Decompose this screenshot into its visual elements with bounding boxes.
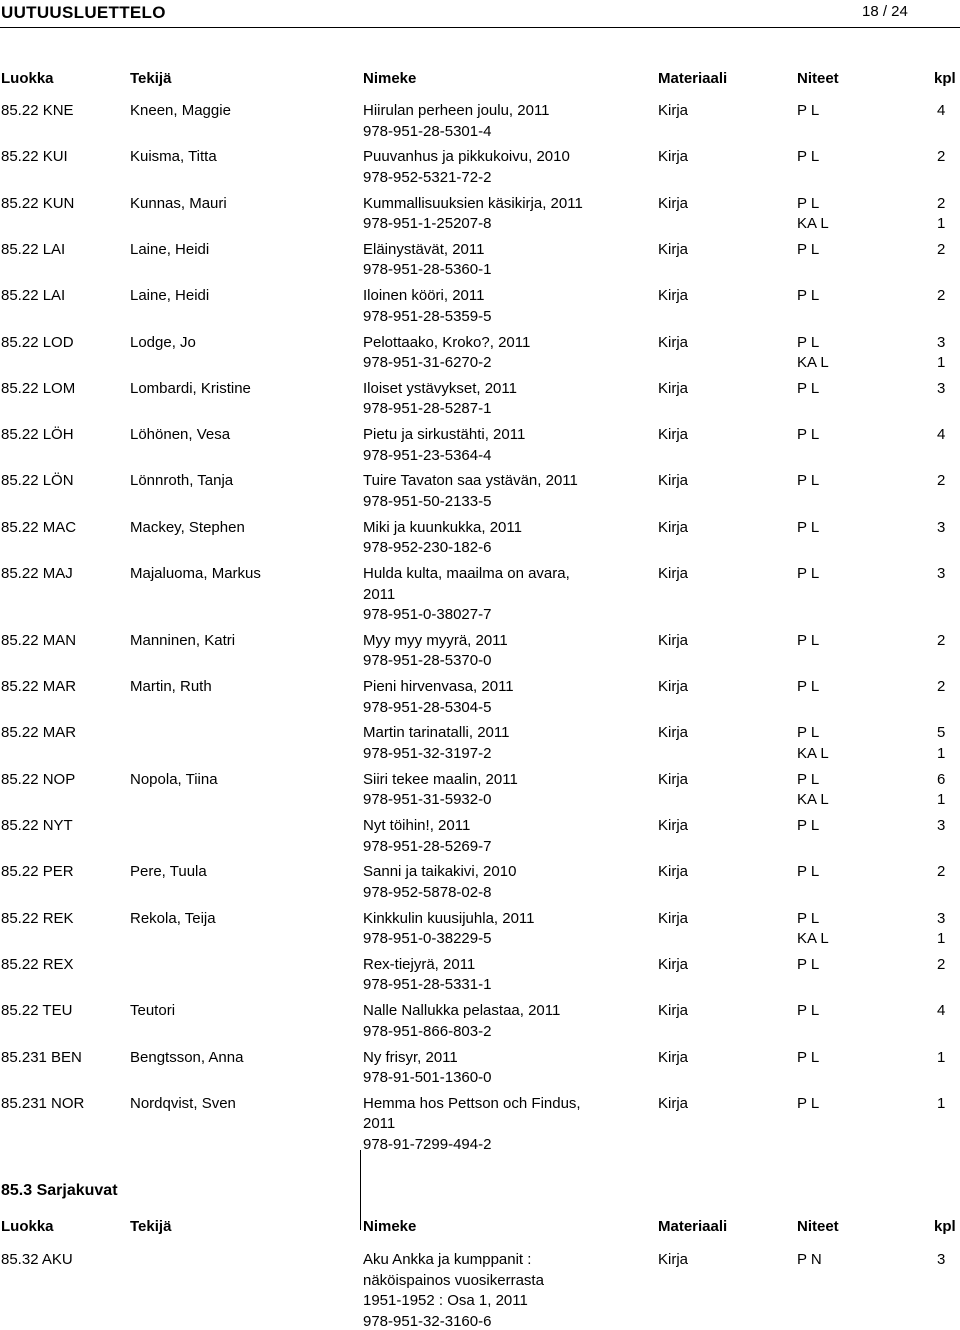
item-luokka: 85.22 LÖH <box>1 426 74 444</box>
item-luokka: 85.22 MAJ <box>1 565 73 582</box>
item-kpl: 1 <box>937 1048 946 1066</box>
item-nimeke: 2011 <box>363 585 396 603</box>
item-nimeke: Martin tarinatalli, 2011 <box>363 724 510 742</box>
column-header-row <box>0 70 960 90</box>
item-isbn: 978-951-50-2133-5 <box>363 492 492 510</box>
item-luokka: 85.32 AKU <box>1 1251 73 1268</box>
item-kpl: 1 <box>937 930 946 948</box>
item-kpl: 6 <box>937 770 946 788</box>
item-luokka: 85.22 MAN <box>1 631 77 649</box>
item-materiaali: Kirja <box>658 1251 689 1268</box>
item-nimeke: näköispainos vuosikerrasta <box>363 1271 544 1289</box>
item-isbn: 978-951-31-5932-0 <box>363 791 492 809</box>
page-number: 18 / 24 <box>862 3 908 20</box>
item-materiaali: Kirja <box>658 631 689 649</box>
item-kpl: 2 <box>937 955 946 973</box>
item-tekija: Rekola, Teija <box>130 909 216 927</box>
item-tekija: Laine, Heidi <box>130 287 210 305</box>
item-niteet: P L <box>797 148 820 166</box>
item-tekija: Teutori <box>130 1002 176 1020</box>
item-tekija: Nordqvist, Sven <box>130 1094 236 1112</box>
item-tekija: Kunnas, Mauri <box>130 194 227 212</box>
item-isbn: 978-951-32-3160-6 <box>363 1312 492 1330</box>
item-materiaali: Kirja <box>658 955 689 973</box>
item-materiaali: Kirja <box>658 426 689 444</box>
column-header-materiaali: Materiaali <box>658 70 728 87</box>
item-luokka: 85.22 MAC <box>1 518 77 536</box>
item-kpl: 5 <box>937 724 946 742</box>
item-luokka: 85.22 REX <box>1 955 74 973</box>
item-isbn: 978-951-866-803-2 <box>363 1022 492 1040</box>
item-nimeke: Pieni hirvenvasa, 2011 <box>363 678 514 696</box>
item-isbn: 978-952-5321-72-2 <box>363 168 492 186</box>
item-niteet: P L <box>797 1094 820 1112</box>
column-header-niteet: Niteet <box>797 70 839 87</box>
item-kpl: 3 <box>937 1251 946 1268</box>
item-kpl: 3 <box>937 518 946 536</box>
item-kpl: 1 <box>937 744 946 762</box>
item-nimeke: Hemma hos Pettson och Findus, <box>363 1094 581 1112</box>
item-niteet: KA L <box>797 215 829 233</box>
item-nimeke: Nyt töihin!, 2011 <box>363 817 471 834</box>
item-tekija: Lodge, Jo <box>130 333 196 351</box>
section-title: 85.3 Sarjakuvat <box>1 1182 118 1199</box>
item-luokka: 85.22 PER <box>1 863 74 881</box>
item-kpl: 1 <box>937 354 946 371</box>
item-nimeke: 2011 <box>363 1115 396 1133</box>
column-header-nimeke: Nimeke <box>363 70 417 87</box>
item-niteet: P L <box>797 770 820 788</box>
item-nimeke: Nalle Nallukka pelastaa, 2011 <box>363 1002 561 1020</box>
item-isbn: 978-951-32-3197-2 <box>363 744 492 762</box>
item-nimeke: Puuvanhus ja pikkukoivu, 2010 <box>363 148 570 166</box>
item-isbn: 978-951-28-5269-7 <box>363 837 492 855</box>
item-kpl: 2 <box>937 148 946 166</box>
item-kpl: 2 <box>937 472 946 490</box>
item-materiaali: Kirja <box>658 909 689 927</box>
item-tekija: Martin, Ruth <box>130 678 212 696</box>
item-luokka: 85.231 BEN <box>1 1048 82 1066</box>
item-niteet: KA L <box>797 791 829 809</box>
item-nimeke: Rex-tiejyrä, 2011 <box>363 955 476 973</box>
item-niteet: P L <box>797 678 820 696</box>
item-luokka: 85.22 MAR <box>1 678 77 696</box>
item-niteet: P L <box>797 240 820 258</box>
item-luokka: 85.22 LÖN <box>1 472 74 490</box>
item-materiaali: Kirja <box>658 194 689 212</box>
item-nimeke: Kummallisuuksien käsikirja, 2011 <box>363 194 583 212</box>
item-materiaali: Kirja <box>658 240 689 258</box>
item-kpl: 2 <box>937 631 946 649</box>
item-isbn: 978-951-28-5331-1 <box>363 976 492 994</box>
item-niteet: KA L <box>797 930 829 948</box>
item-isbn: 978-91-501-1360-0 <box>363 1069 492 1086</box>
item-materiaali: Kirja <box>658 148 689 166</box>
column-header-kpl: kpl <box>934 1218 956 1235</box>
item-kpl: 2 <box>937 863 946 881</box>
item-isbn: 978-951-28-5360-1 <box>363 261 492 279</box>
item-luokka: 85.22 LOD <box>1 333 74 351</box>
item-kpl: 2 <box>937 287 946 305</box>
item-luokka: 85.22 KUN <box>1 194 75 212</box>
item-luokka: 85.22 REK <box>1 909 74 927</box>
item-kpl: 3 <box>937 379 946 397</box>
item-isbn: 978-951-28-5359-5 <box>363 307 492 325</box>
item-materiaali: Kirja <box>658 817 689 834</box>
column-header-kpl: kpl <box>934 70 956 87</box>
item-niteet: P L <box>797 518 820 536</box>
item-nimeke: Kinkkulin kuusijuhla, 2011 <box>363 909 535 927</box>
item-kpl: 1 <box>937 1094 946 1112</box>
item-niteet: P L <box>797 102 820 119</box>
item-nimeke: Hulda kulta, maailma on avara, <box>363 565 570 582</box>
item-materiaali: Kirja <box>658 863 689 881</box>
item-kpl: 2 <box>937 240 946 258</box>
item-kpl: 1 <box>937 791 946 809</box>
item-isbn: 978-952-5878-02-8 <box>363 883 492 901</box>
item-luokka: 85.22 TEU <box>1 1002 73 1020</box>
item-tekija: Kneen, Maggie <box>130 102 231 119</box>
item-niteet: P L <box>797 631 820 649</box>
item-tekija: Mackey, Stephen <box>130 518 245 536</box>
item-niteet: KA L <box>797 354 829 371</box>
item-materiaali: Kirja <box>658 678 689 696</box>
item-isbn: 978-951-23-5364-4 <box>363 446 492 464</box>
item-materiaali: Kirja <box>658 287 689 305</box>
item-nimeke: Tuire Tavaton saa ystävän, 2011 <box>363 472 578 490</box>
item-tekija: Nopola, Tiina <box>130 770 218 788</box>
item-isbn: 978-951-28-5301-4 <box>363 122 492 140</box>
item-nimeke: Miki ja kuunkukka, 2011 <box>363 518 522 536</box>
item-isbn: 978-951-1-25207-8 <box>363 215 492 233</box>
column-header-luokka: Luokka <box>1 1218 54 1235</box>
item-nimeke: Eläinystävät, 2011 <box>363 240 485 258</box>
item-nimeke: Ny frisyr, 2011 <box>363 1048 458 1066</box>
column-header-niteet: Niteet <box>797 1218 839 1235</box>
item-materiaali: Kirja <box>658 565 689 582</box>
item-niteet: P L <box>797 333 820 351</box>
item-niteet: P L <box>797 1002 820 1020</box>
item-nimeke: Pietu ja sirkustähti, 2011 <box>363 426 526 444</box>
item-materiaali: Kirja <box>658 333 689 351</box>
item-niteet: P L <box>797 863 820 881</box>
item-isbn: 978-951-28-5287-1 <box>363 400 492 418</box>
item-materiaali: Kirja <box>658 102 689 119</box>
item-niteet: P L <box>797 955 820 973</box>
item-niteet: KA L <box>797 744 829 762</box>
item-luokka: 85.22 LAI <box>1 287 66 305</box>
item-nimeke: Pelottaako, Kroko?, 2011 <box>363 333 531 351</box>
item-tekija: Manninen, Katri <box>130 631 236 649</box>
item-tekija: Pere, Tuula <box>130 863 207 881</box>
item-kpl: 3 <box>937 333 946 351</box>
item-materiaali: Kirja <box>658 1048 689 1066</box>
item-niteet: P L <box>797 287 820 305</box>
item-luokka: 85.22 NYT <box>1 817 73 834</box>
item-materiaali: Kirja <box>658 1094 689 1112</box>
item-kpl: 2 <box>937 678 946 696</box>
item-niteet: P N <box>797 1251 822 1268</box>
item-luokka: 85.22 LAI <box>1 240 66 258</box>
item-niteet: P L <box>797 379 820 397</box>
column-header-tekija: Tekijä <box>130 1218 172 1235</box>
item-isbn: 978-91-7299-494-2 <box>363 1135 492 1153</box>
item-isbn: 978-951-0-38027-7 <box>363 606 492 623</box>
item-nimeke: Iloinen kööri, 2011 <box>363 287 485 305</box>
item-niteet: P L <box>797 724 820 742</box>
item-kpl: 1 <box>937 215 946 233</box>
item-nimeke: 1951-1952 : Osa 1, 2011 <box>363 1292 528 1309</box>
item-tekija: Löhönen, Vesa <box>130 426 231 444</box>
item-tekija: Lombardi, Kristine <box>130 379 251 397</box>
item-nimeke: Hiirulan perheen joulu, 2011 <box>363 102 550 119</box>
item-nimeke: Siiri tekee maalin, 2011 <box>363 770 518 788</box>
item-isbn: 978-951-28-5304-5 <box>363 698 492 716</box>
item-isbn: 978-951-31-6270-2 <box>363 354 492 371</box>
item-materiaali: Kirja <box>658 770 689 788</box>
item-luokka: 85.22 KUI <box>1 148 68 166</box>
page-header <box>0 0 960 28</box>
item-kpl: 2 <box>937 194 946 212</box>
item-kpl: 3 <box>937 565 946 582</box>
column-header-tekija: Tekijä <box>130 70 172 87</box>
item-niteet: P L <box>797 1048 820 1066</box>
column-header-materiaali: Materiaali <box>658 1218 728 1235</box>
column-header-row-2 <box>0 1218 960 1238</box>
column-header-luokka: Luokka <box>1 70 54 87</box>
item-luokka: 85.22 NOP <box>1 770 76 788</box>
item-luokka: 85.22 MAR <box>1 724 77 742</box>
item-tekija: Laine, Heidi <box>130 240 210 258</box>
item-nimeke: Myy myy myyrä, 2011 <box>363 631 508 649</box>
item-nimeke: Aku Ankka ja kumppanit : <box>363 1251 532 1268</box>
item-tekija: Lönnroth, Tanja <box>130 472 234 490</box>
document-title: UUTUUSLUETTELO <box>1 3 166 22</box>
item-luokka: 85.231 NOR <box>1 1094 85 1112</box>
item-tekija: Majaluoma, Markus <box>130 565 261 582</box>
item-kpl: 4 <box>937 1002 946 1020</box>
item-niteet: P L <box>797 194 820 212</box>
item-materiaali: Kirja <box>658 518 689 536</box>
item-tekija: Bengtsson, Anna <box>130 1048 244 1066</box>
item-kpl: 3 <box>937 817 946 834</box>
item-niteet: P L <box>797 817 820 834</box>
item-niteet: P L <box>797 565 820 582</box>
item-materiaali: Kirja <box>658 724 689 742</box>
item-nimeke: Sanni ja taikakivi, 2010 <box>363 863 517 881</box>
item-isbn: 978-952-230-182-6 <box>363 539 492 557</box>
column-header-nimeke: Nimeke <box>363 1218 417 1235</box>
item-isbn: 978-951-28-5370-0 <box>363 652 492 670</box>
item-luokka: 85.22 LOM <box>1 379 76 397</box>
item-niteet: P L <box>797 426 820 444</box>
item-luokka: 85.22 KNE <box>1 102 74 119</box>
item-materiaali: Kirja <box>658 472 689 490</box>
item-kpl: 4 <box>937 426 946 444</box>
item-niteet: P L <box>797 909 820 927</box>
item-materiaali: Kirja <box>658 1002 689 1020</box>
item-materiaali: Kirja <box>658 379 689 397</box>
item-nimeke: Iloiset ystävykset, 2011 <box>363 379 517 397</box>
item-tekija: Kuisma, Titta <box>130 148 217 166</box>
item-kpl: 3 <box>937 909 946 927</box>
item-kpl: 4 <box>937 102 946 119</box>
item-niteet: P L <box>797 472 820 490</box>
item-isbn: 978-951-0-38229-5 <box>363 930 492 948</box>
